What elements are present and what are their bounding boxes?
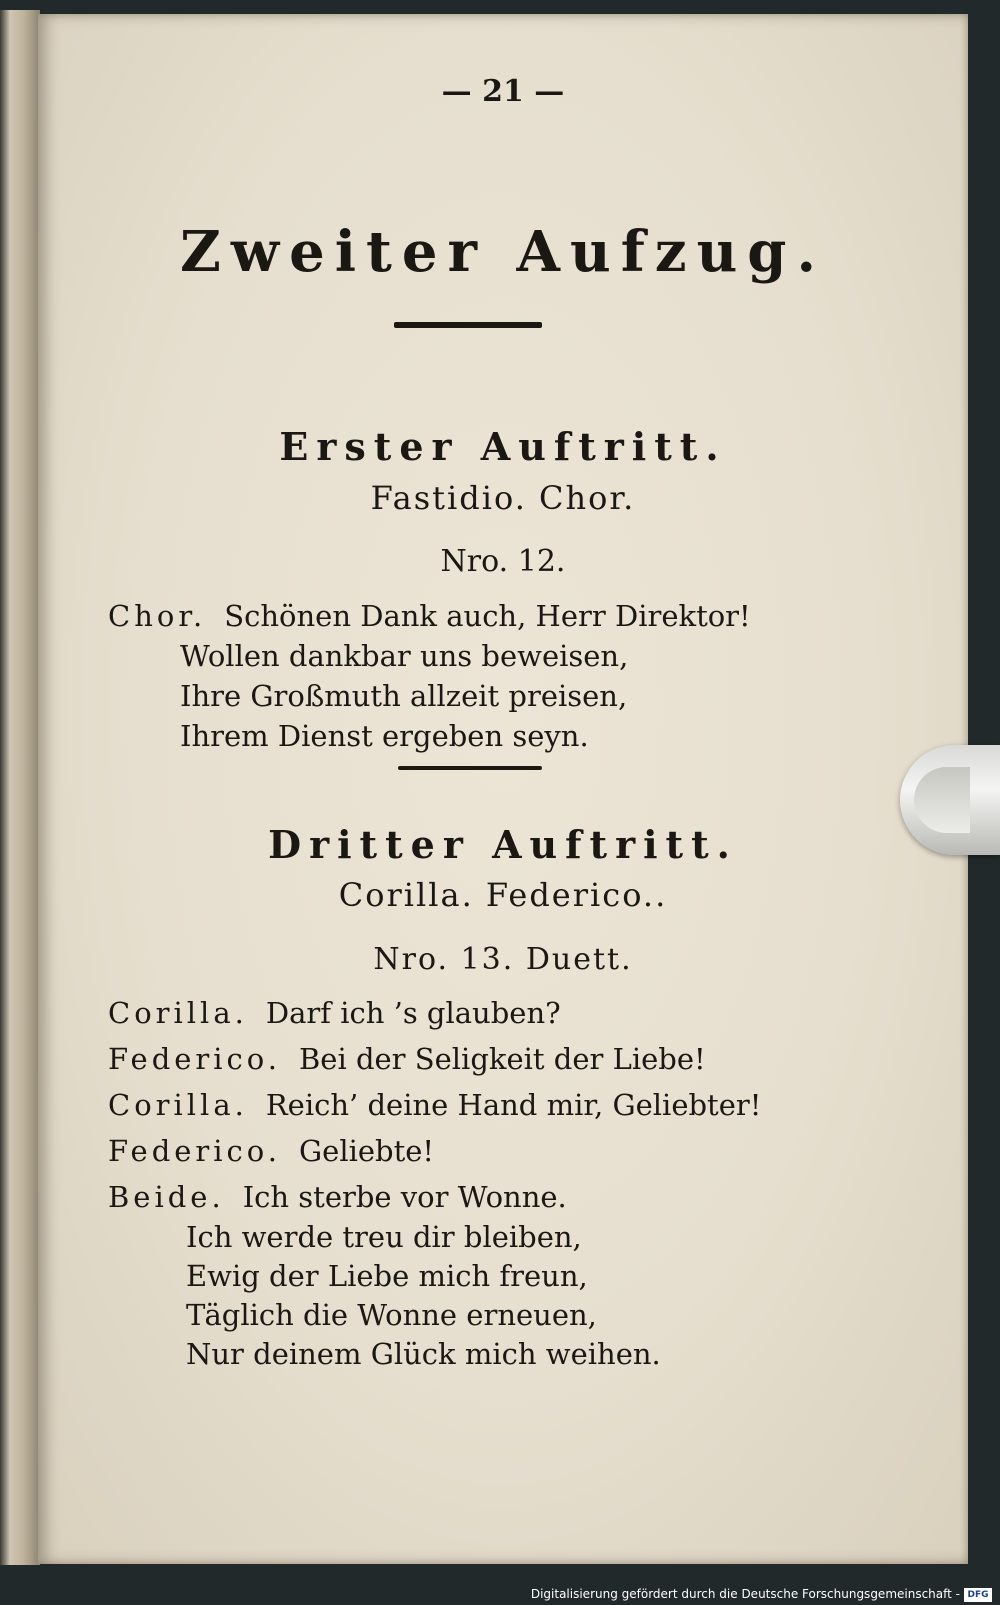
verse-line: Nur deinem Glück mich weihen. <box>186 1337 661 1371</box>
speaker-name: Chor. <box>108 599 207 633</box>
dfg-logo: DFG <box>964 1588 992 1602</box>
verse-line <box>108 996 561 1030</box>
verse-line: Ihre Großmuth allzeit preisen, <box>180 679 628 713</box>
act-title: Zweiter Aufzug. <box>180 219 826 285</box>
verse-line: Täglich die Wonne erneuen, <box>186 1298 597 1332</box>
paper-clip <box>900 745 1000 855</box>
verse-line <box>108 1180 567 1214</box>
song-number: Nro. 12. <box>440 544 566 579</box>
verse-line <box>108 1134 434 1168</box>
digitization-credit: Digitalisierung gefördert durch die Deutsche Forschungsgemeinschaft - <box>530 1587 960 1601</box>
verse-line <box>108 1088 761 1122</box>
book-page <box>38 14 968 1564</box>
speaker-name: Corilla. <box>108 996 248 1030</box>
speaker-name: Federico. <box>108 1042 281 1076</box>
verse-text: Reich’ deine Hand mir, Geliebter! <box>265 1088 762 1122</box>
page-number: — 21 — <box>441 74 565 109</box>
verse-line: Ewig der Liebe mich freun, <box>186 1259 588 1293</box>
scene-persons: Fastidio. Chor. <box>370 479 636 517</box>
scene-title: Erster Auftritt. <box>279 424 727 469</box>
verse-line <box>108 599 751 633</box>
speaker-name: Beide. <box>108 1180 225 1214</box>
scene-persons: Corilla. Federico.. <box>338 876 668 914</box>
speaker-name: Federico. <box>108 1134 281 1168</box>
book-spine <box>0 10 40 1565</box>
verse-line: Ihrem Dienst ergeben seyn. <box>180 719 589 753</box>
scene-title: Dritter Auftritt. <box>268 822 738 867</box>
song-number: Nro. 13. Duett. <box>373 942 633 977</box>
verse-text: Geliebte! <box>298 1134 435 1168</box>
verse-text: Schönen Dank auch, Herr Direktor! <box>224 599 751 633</box>
verse-line: Wollen dankbar uns beweisen, <box>180 639 629 673</box>
verse-text: Ich sterbe vor Wonne. <box>242 1180 567 1214</box>
divider <box>398 766 542 770</box>
verse-line <box>108 1042 706 1076</box>
verse-text: Bei der Seligkeit der Liebe! <box>298 1042 706 1076</box>
divider <box>394 322 542 328</box>
verse-line: Ich werde treu dir bleiben, <box>186 1220 582 1254</box>
paper-clip-inner <box>914 767 970 833</box>
speaker-name: Corilla. <box>108 1088 248 1122</box>
verse-text: Darf ich ’s glauben? <box>265 996 561 1030</box>
